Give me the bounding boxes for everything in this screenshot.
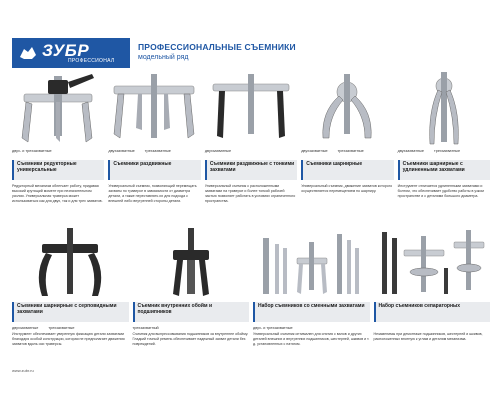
caption-bar <box>374 302 491 322</box>
product-image <box>398 72 490 156</box>
product-description: Редукторный механизм облегчает работу, придавая высокий крутящий момент при незначительном усилии. Универсальная траверса может использоваться как для двух, так и для трех захватов. <box>12 184 103 203</box>
product-tags <box>398 149 490 153</box>
product-description: Универсальный съемник оптимален для снятия с валов и других деталей внешних и внутренних подшипников, шестерней, шкивов и т. д. установленных с натягом. <box>253 332 370 346</box>
caption-bar <box>301 160 393 180</box>
product-tag: трехзахватные <box>48 326 75 330</box>
hinged-puller-icon <box>301 72 393 148</box>
product-tag: двухзахватные <box>12 326 39 330</box>
product-tag: двухзахватные <box>397 149 424 153</box>
product-caption: Съемники шарнирные <box>306 161 363 167</box>
product-description: Съемник для выпрессовывания подшипников за внутреннее обойму. Гладкий точный ремень обеспечивает надежный захват детали без повреждений. <box>132 332 249 346</box>
product-description: Универсальный съемник, движение захватов которого осуществляется перемещением по шарниру. <box>301 184 393 193</box>
product-description: Универсальный съемник, позволяющий перемещать захваты по траверсе в зависимости от диаметра детали, а также переставлять их для подхода с внешней либо внутренней стороны детали. <box>108 184 197 203</box>
product-caption: Съемники редукторные универсальные <box>17 161 77 173</box>
product-image <box>133 228 250 298</box>
page-title: ПРОФЕССИОНАЛЬНЫЕ СЪЕМНИКИ <box>138 42 296 52</box>
product-caption: Съемники шарнирные с серповидными захватами <box>17 303 117 315</box>
caption-bar <box>12 302 129 322</box>
product-tag: двухзахватные <box>204 149 232 153</box>
product-tag: трехзахватные <box>433 149 461 153</box>
sliding-puller-icon <box>108 72 200 148</box>
product-tag: трехзахватные <box>144 149 171 153</box>
product-tag: трехзахватные <box>337 149 364 153</box>
product-description: Незаменимы при демонтаже подшипников, шестерней и шкивов, расположенных впотную к углам и деталям механизма. <box>373 332 483 341</box>
header <box>0 0 500 68</box>
product-card[interactable] <box>12 228 129 366</box>
separator-puller-set-icon <box>374 228 490 298</box>
product-tags <box>12 326 129 330</box>
product-card[interactable] <box>133 228 250 366</box>
product-card[interactable] <box>205 72 297 232</box>
product-card[interactable] <box>12 72 104 232</box>
brand-logo <box>12 38 130 68</box>
inner-bearing-puller-icon <box>133 228 249 298</box>
product-card[interactable] <box>374 228 491 366</box>
product-image <box>374 228 491 298</box>
product-description: Инструмент обеспечивает уверенную фиксацию детали захватами благодаря особой конструкции, которая не предполагает движения захватов вдоль оси траверсы. <box>12 332 125 346</box>
product-card[interactable] <box>108 72 200 232</box>
product-row-2 <box>12 228 490 366</box>
product-row-1 <box>12 72 490 232</box>
product-tag: двух- и трехзахватные <box>12 149 52 153</box>
caption-bar <box>253 302 370 322</box>
puller-set-icon <box>253 228 369 298</box>
product-tags <box>301 149 393 153</box>
thin-jaw-puller-icon <box>205 72 297 148</box>
product-caption: Съемники раздвижные <box>113 161 172 167</box>
gear-puller-icon <box>12 72 104 148</box>
product-tag: трехзахватный <box>132 326 159 330</box>
product-description: Инструмент отличается удлиненными захватами и болтом, что обеспечивает удобство работы в узком пространстве и с деталями большого диаметра. <box>397 184 484 198</box>
product-tags <box>12 149 104 153</box>
product-image <box>205 72 297 156</box>
product-tags <box>253 326 370 330</box>
product-tags <box>108 149 200 153</box>
logo-subtext: ПРОФЕССИОНАЛ <box>68 58 115 64</box>
product-tag: двухзахватные <box>301 149 328 153</box>
footer-url[interactable]: www.zubr.ru <box>12 368 34 373</box>
long-jaw-puller-icon <box>398 72 490 148</box>
product-caption: Набор съемников со сменными захватами <box>258 303 365 309</box>
caption-bar <box>398 160 490 180</box>
bison-logo-icon <box>18 43 38 63</box>
product-caption: Съемник внутренних обойм и подшипников <box>137 303 213 315</box>
product-caption: Съемники шарнирные с удлиненными захватами <box>402 161 465 173</box>
product-card[interactable] <box>253 228 370 366</box>
caption-bar <box>205 160 297 180</box>
product-tags <box>205 149 297 153</box>
product-tags <box>133 326 250 330</box>
product-image <box>108 72 200 156</box>
product-tag: двух- и трехзахватные <box>253 326 293 330</box>
caption-bar <box>12 160 104 180</box>
caption-bar <box>108 160 200 180</box>
product-caption: Набор съемников сепараторных <box>378 303 461 309</box>
product-image <box>12 72 104 156</box>
product-caption: Съемники раздвижные с тонкими захватами <box>209 161 295 173</box>
caption-bar <box>133 302 250 322</box>
product-image <box>12 228 129 298</box>
product-tag: двухзахватные <box>108 149 135 153</box>
product-image <box>301 72 393 156</box>
product-card[interactable] <box>301 72 393 232</box>
product-description: Универсальный съемник с расположенными захватами на траверсе и более тонкой рабочей частью позволяет работать в условиях ограниченного пространства. <box>204 184 296 203</box>
logo-text: ЗУБР <box>42 41 90 60</box>
product-image <box>253 228 370 298</box>
page-subtitle: модельный ряд <box>138 54 189 61</box>
crescent-puller-icon <box>12 228 128 298</box>
product-card[interactable] <box>398 72 490 232</box>
